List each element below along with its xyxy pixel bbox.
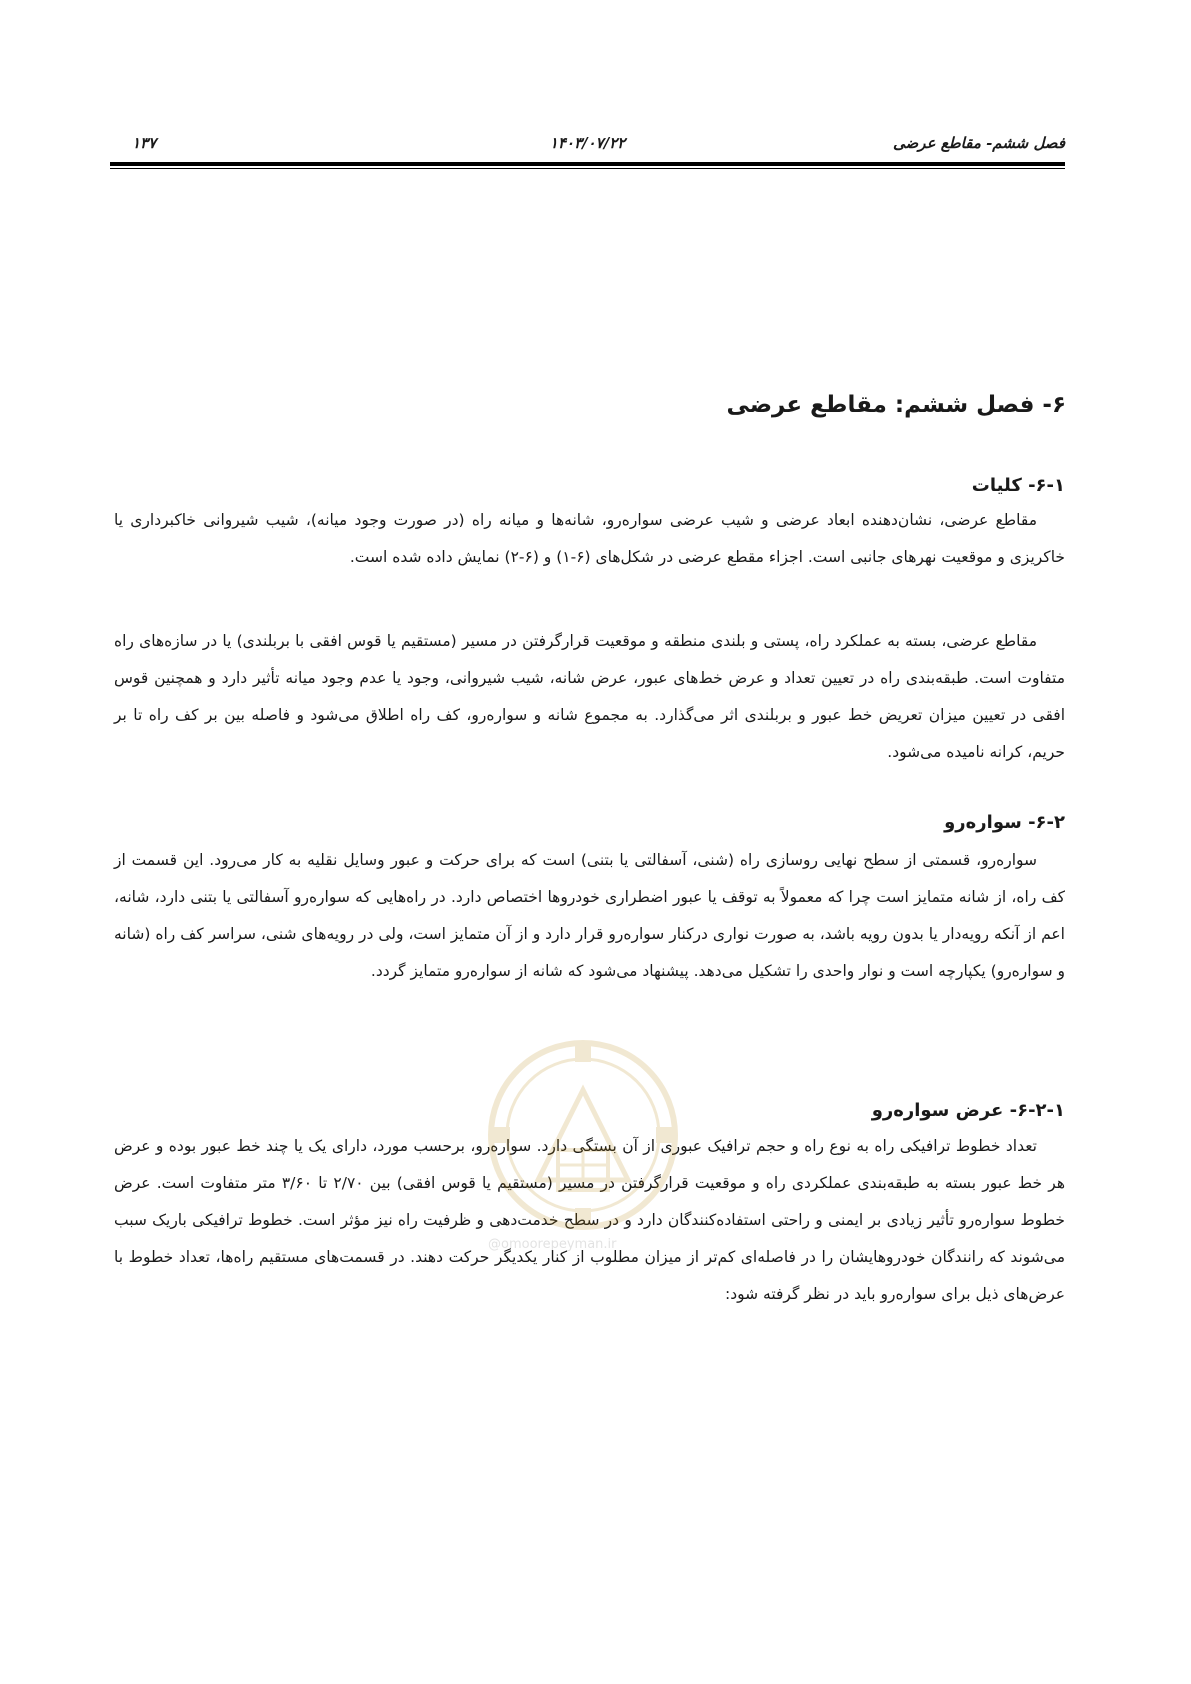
paragraph-carriageway-1: سواره‌رو، قسمتی از سطح نهایی روسازی راه (شنی، آسفالتی یا بتنی) است که برای حرکت و عبور وسایل نقلیه به کار می‌رود. این قسمت از کف راه، از شانه متمایز است چرا که معمولاً به توقف یا عبور اضطراری خودروها اختصاص دارد. در راه‌هایی که سواره‌رو آسفالتی یا بتنی دارد، شانه، اعم از آنکه رویه‌دار یا بدون رویه باشد، به صورت نواری درکنار سواره‌رو قرار دارد و از آن متمایز است، ولی در رویه‌های شنی، سراسر کف راه (شانه و سواره‌رو) یکپارچه است و نوار واحدی را تشکیل می‌دهد. پیشنهاد می‌شود که شانه از سواره‌رو متمایز گردد. [114,851,1065,980]
header-rule-thin [110,168,1065,169]
header-page-number: ۱۳۷ [132,134,157,152]
section-heading-carriageway: ۶-۲- سواره‌رو [944,812,1065,833]
paragraph-general-1: مقاطع عرضی، نشان‌دهنده ابعاد عرضی و شیب عرضی سواره‌رو، شانه‌ها و میانه راه (در صورت وجود میانه)، شیب شیروانی خاکبرداری یا خاکریزی و موقعیت نهرهای جانبی است. اجزاء مقطع عرضی در شکل‌های (۶-۱) و (۶-۲) نمایش داده شده است. [114,511,1065,566]
paragraph-carriageway-width-1: تعداد خطوط ترافیکی راه به نوع راه و حجم ترافیک عبوری از آن بستگی دارد. سواره‌رو، برحسب مورد، دارای یک یا چند خط عبور بوده و عرض هر خط عبور بسته به طبقه‌بندی عملکردی راه و موقعیت قرارگرفتن در مسیر (مستقیم یا قوس افقی) بین ۲/۷۰ تا ۳/۶۰ متر متفاوت است. عرض خطوط سواره‌رو تأثیر زیادی بر ایمنی و راحتی استفاده‌کنندگان دارد و در سطح خدمت‌دهی و ظرفیت راه نیز مؤثر است. خطوط ترافیکی باریک سبب می‌شوند که رانندگان خودروهایشان را در فاصله‌ای کم‌تر از میزان مطلوب از کنار یکدیگر حرکت دهند. در قسمت‌های مستقیم راه‌ها، تعداد خطوط با عرض‌های ذیل برای سواره‌رو باید در نظر گرفته شود: [114,1137,1066,1303]
section-heading-general: ۶-۱- کلیات [971,475,1065,496]
chapter-title: ۶- فصل ششم: مقاطع عرضی [726,392,1066,418]
header-date: ۱۴۰۳/۰۷/۲۲ [549,134,626,152]
paragraph-general-2: مقاطع عرضی، بسته به عملکرد راه، پستی و بلندی منطقه و موقعیت قرارگرفتن در مسیر (مستقیم یا قوس افقی با بربلندی) یا در سازه‌های راه متفاوت است. طبقه‌بندی راه در تعیین تعداد و عرض خط‌های عبور، عرض شانه، شیب شیروانی، وجود یا عدم وجود میانه تأثیر دارد و همچنین قوس افقی در تعیین میزان تعریض خط عبور و بربلندی اثر می‌گذارد. به مجموع شانه و سواره‌رو، کف راه اطلاق می‌شود و فاصله بین بر کف راه تا بر حریم، کرانه نامیده می‌شود. [114,632,1065,761]
running-header [110,130,1065,160]
section-heading-carriageway-width: ۶-۲-۱- عرض سواره‌رو [871,1100,1065,1121]
header-rule-thick [110,162,1065,166]
watermark-text: @omoorepeyman.ir [488,1237,617,1252]
header-chapter-title: فصل ششم- مقاطع عرضی [893,134,1065,152]
